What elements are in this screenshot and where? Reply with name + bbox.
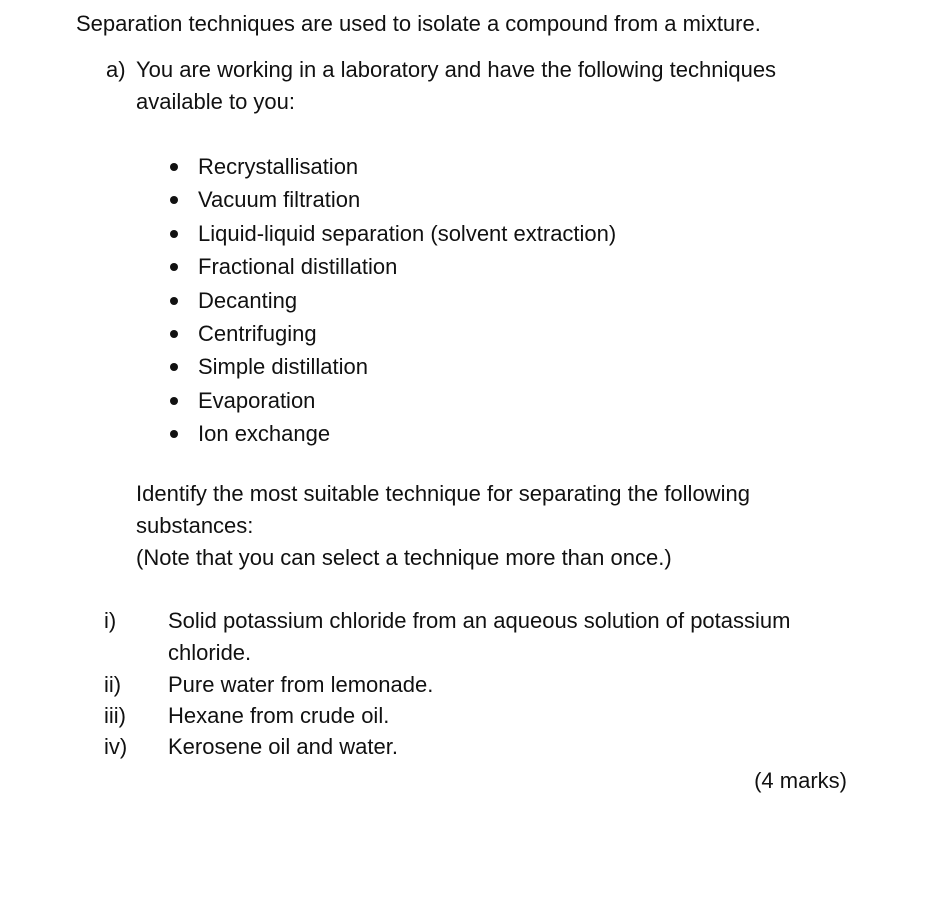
intro-text: Separation techniques are used to isolate a compound from a mixture.: [76, 11, 761, 36]
instruction-note: (Note that you can select a technique more than once.): [136, 545, 672, 570]
bullet-icon: [170, 430, 178, 438]
marks-label: (4 marks): [754, 768, 847, 793]
bullet-icon: [170, 363, 178, 371]
technique-label: Vacuum filtration: [198, 187, 361, 213]
subquestion-iv-text: Kerosene oil and water.: [168, 734, 398, 759]
technique-item: [166, 417, 616, 450]
subquestion-iv-label: iv): [104, 734, 128, 759]
subquestion-ii-label: ii): [104, 672, 122, 697]
question-a-label: a): [106, 57, 126, 82]
subquestion-i-text-line1: Solid potassium chloride from an aqueous solution of potassium: [168, 608, 791, 633]
technique-label: Fractional distillation: [198, 254, 398, 280]
technique-item: [166, 250, 616, 283]
technique-label: Centrifuging: [198, 320, 317, 346]
subquestion-i-text-line2: chloride.: [168, 640, 252, 665]
technique-item: [166, 317, 616, 350]
technique-item: [166, 150, 616, 183]
technique-label: Evaporation: [198, 387, 316, 413]
bullet-icon: [170, 163, 178, 171]
subquestion-iii-text: Hexane from crude oil.: [168, 703, 390, 728]
bullet-icon: [170, 330, 178, 338]
subquestion-iii-label: iii): [104, 703, 126, 728]
technique-label: Ion exchange: [198, 421, 331, 447]
techniques-list: [166, 150, 616, 451]
technique-item: [166, 217, 616, 250]
technique-item: [166, 384, 616, 417]
bullet-icon: [170, 196, 178, 204]
question-a-line2: available to you:: [136, 89, 295, 114]
technique-label: Simple distillation: [198, 354, 368, 380]
technique-label: Decanting: [198, 287, 298, 313]
subquestion-i-label: i): [104, 608, 117, 633]
subquestion-ii-text: Pure water from lemonade.: [168, 672, 434, 697]
bullet-icon: [170, 297, 178, 305]
technique-label: Recrystallisation: [198, 154, 359, 179]
technique-item: [166, 183, 616, 216]
technique-label: Liquid-liquid separation (solvent extraction): [198, 220, 617, 246]
bullet-icon: [170, 230, 178, 238]
instruction-line2: substances:: [136, 513, 254, 538]
question-a-line1: You are working in a laboratory and have the following techniques: [136, 57, 777, 82]
technique-item: [166, 350, 616, 383]
bullet-icon: [170, 397, 178, 405]
bullet-icon: [170, 263, 178, 271]
technique-item: [166, 284, 616, 317]
instruction-line1: Identify the most suitable technique for separating the following: [136, 481, 750, 506]
